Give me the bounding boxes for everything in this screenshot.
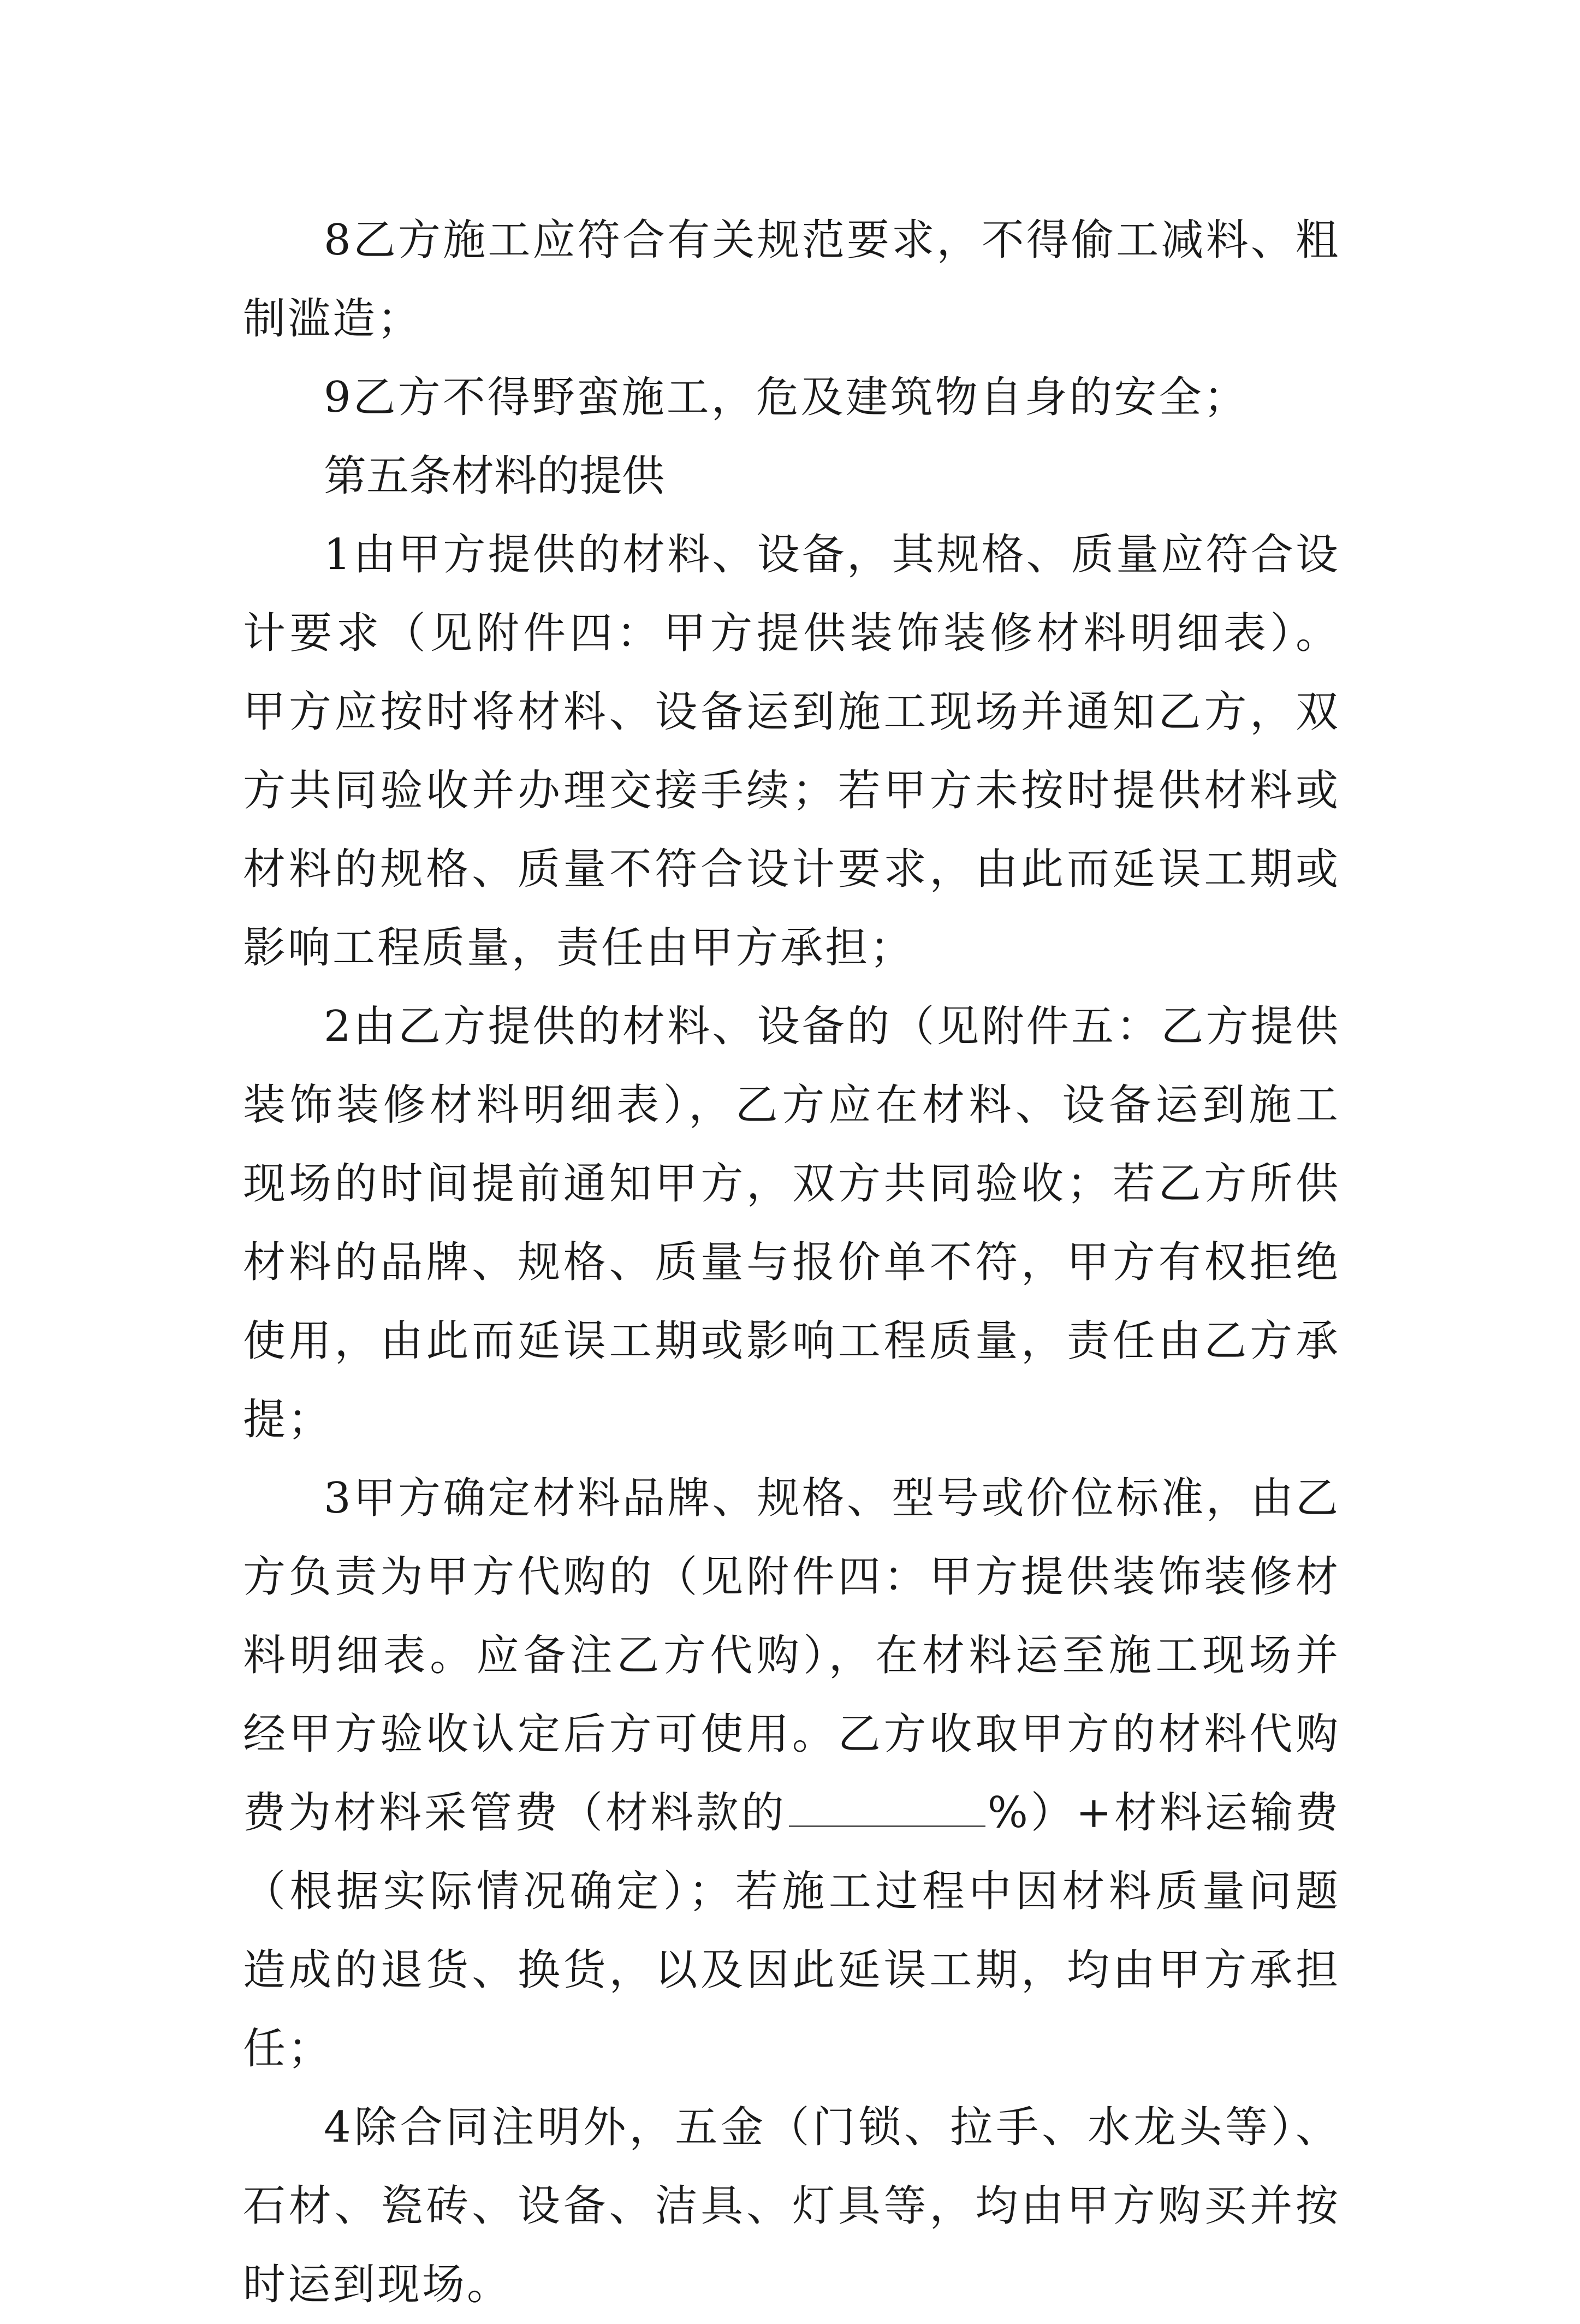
- document-body: [243, 201, 1340, 2324]
- fill-in-blank: [789, 1787, 985, 1827]
- clause-5-3-part-1: 3甲方确定材料品牌、规格、型号或价位标准，由乙方负责为甲方代购的（见附件四：甲方提供装饰装修材料明细表。应备注乙方代购），在材料运至施工现场并经甲方验收认定后方可使用。乙方收取甲方的材料代购费为材料采管费（材料款的: [243, 1474, 1340, 1837]
- clause-5-1: 1由甲方提供的材料、设备，其规格、质量应符合设计要求（见附件四：甲方提供装饰装修材料明细表）。甲方应按时将材料、设备运到施工现场并通知乙方，双方共同验收并办理交接手续；若甲方未按时提供材料或材料的规格、质量不符合设计要求，由此而延误工期或影响工程质量，责任由甲方承担；: [243, 530, 1340, 973]
- clause-5-3-part-2: %）+材料运输费（根据实际情况确定）；若施工过程中因材料质量问题造成的退货、换货，以及因此延误工期，均由甲方承担任；: [243, 1788, 1340, 2073]
- clause-5-2: 2由乙方提供的材料、设备的（见附件五：乙方提供装饰装修材料明细表），乙方应在材料、设备运到施工现场的时间提前通知甲方，双方共同验收；若乙方所供材料的品牌、规格、质量与报价单不符，甲方有权拒绝使用，由此而延误工期或影响工程质量，责任由乙方承提；: [243, 1002, 1340, 1444]
- section-title: 第五条材料的提供: [324, 452, 665, 501]
- clause-5-3: [243, 1459, 1340, 2088]
- clause-9: 9乙方不得野蛮施工，危及建筑物自身的安全；: [324, 373, 1249, 422]
- clause-8: 8乙方施工应符合有关规范要求，不得偷工减料、粗制滥造；: [243, 216, 1340, 343]
- clause-5-4: 4除合同注明外，五金（门锁、拉手、水龙头等）、石材、瓷砖、设备、洁具、灯具等，均由甲方购买并按时运到现场。: [243, 2103, 1340, 2309]
